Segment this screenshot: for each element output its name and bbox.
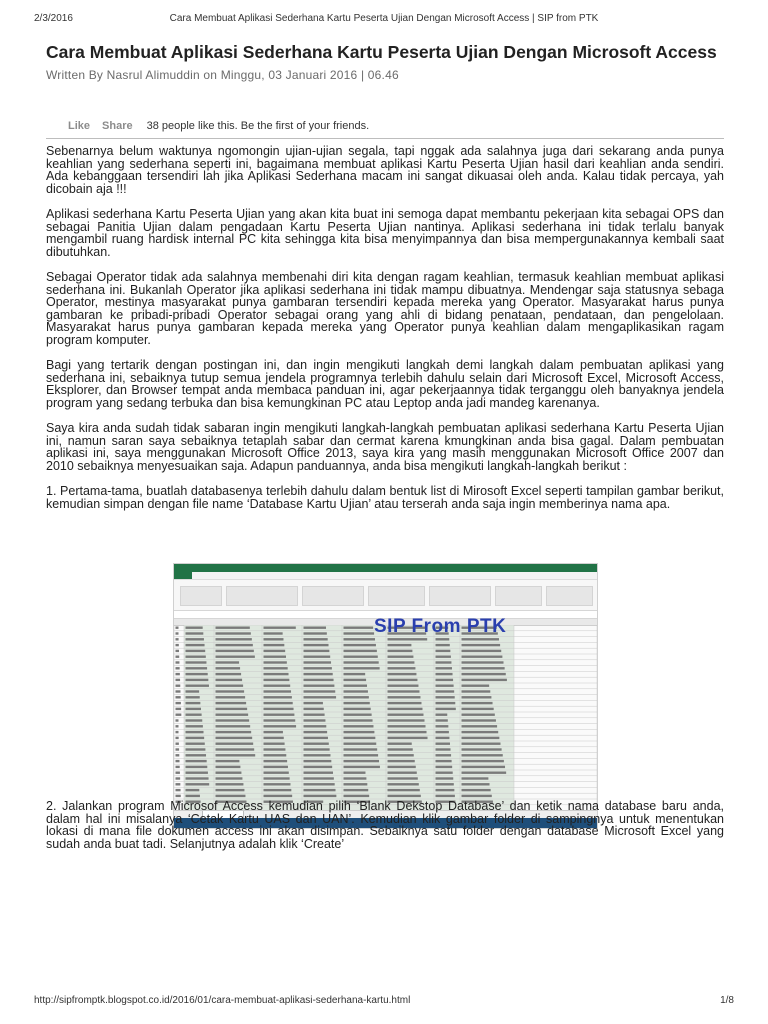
like-button[interactable]: Like (68, 120, 91, 132)
paragraph: 1. Pertama-tama, buatlah databasenya terlebih dahulu dalam bentuk list di Mirosoft Excel seperti tampilan gambar berikut, kemudian simpan dengan file name ‘Database Kartu Ujian’ atau terserah anda saja ingin memberinya nama apa. (46, 484, 724, 511)
excel-ribbon-tabs (174, 572, 597, 580)
paragraph: Saya kira anda sudah tidak sabaran ingin mengikuti langkah-langkah pembuatan aplikasi sederhana Kartu Peserta Ujian ini, namun saran saya sebaiknya tetaplah sabar dan cermat karena kmungkinan anda bisa gagal. Dalam pembuatan aplikasi ini, saya menggunakan Microsoft Office 2013, saya kira yang masih menggunakan Microsoft Office 2007 dan 2010 sebaiknya menyesuaikan saja. Adapun panduannya, anda bisa mengikuti langkah-langkah berikut : (46, 421, 724, 473)
excel-titlebar (174, 564, 597, 572)
like-count-text: 38 people like this. Be the first of your friends. (146, 120, 370, 132)
share-button[interactable]: Share (102, 120, 133, 132)
page-number: 1/8 (720, 995, 734, 1006)
paragraph: Sebenarnya belum waktunya ngomongin ujian-ujian segala, tapi nggak ada salahnya juga dari sekarang anda punya keahlian yang sederhana seperti ini, bagaimana membuat aplikasi Kartu Peserta Ujian hasil dari keahlian anda sendiri. Ada kebanggaan tersendiri lah jika Aplikasi Sederhana macam ini sangat dikuasai oleh anda. Kalau tidak percaya, yah dicobain aja !!! (46, 144, 724, 196)
article-byline: Written By Nasrul Alimuddin on Minggu, 03 Januari 2016 | 06.46 (46, 68, 399, 82)
print-footer (0, 995, 768, 1009)
excel-screenshot-figure (173, 563, 598, 829)
watermark-text: SIP From PTK (374, 616, 507, 637)
divider (46, 138, 724, 139)
paragraph: 2. Jalankan program Microsof Access kemudian pilih ‘Blank Dekstop Database’ dan ketik nama database baru anda, dalam hal ini misalanya ‘Cetak Kartu UAS dan UAN’. Kemudian klik gambar folder di sampingnya untuk menentukan lokasi di mana file dokumen access ini akan disimpan. Sebaiknya satu folder dengan database Microsoft Excel yang sudah anda buat tadi. Selanjutnya adalah klik ‘Create’ (46, 799, 724, 851)
facebook-like-bar (46, 118, 369, 134)
excel-spreadsheet-grid (174, 625, 597, 810)
print-page-title: Cara Membuat Aplikasi Sederhana Kartu Peserta Ujian Dengan Microsoft Access | SIP from PTK (169, 13, 599, 24)
article-title: Cara Membuat Aplikasi Sederhana Kartu Peserta Ujian Dengan Microsoft Access (46, 42, 717, 62)
paragraph: Aplikasi sederhana Kartu Peserta Ujian yang akan kita buat ini semoga dapat membantu pekerjaan kita sebagai OPS dan sebagai Panitia Ujian dalam pengadaan Kartu Peserta Ujian nantinya. Aplikasi sederhana ini tidak terlalu banyak mengambil ruang hardisk internal PC kita sehingga kita bisa menyimpannya dan bisa mempergunakannya kembali saat dibutuhkan. (46, 207, 724, 259)
article-body (46, 145, 724, 523)
paragraph: Sebagai Operator tidak ada salahnya membenahi diri kita dengan ragam keahlian, termasuk keahlian membuat aplikasi sederhana ini. Bukanlah Operator jika aplikasi sederhana ini tidak mampu dibuatnya. Mendengar saja statusnya sebaga Operator, mestinya masyarakat punya gambaran tersendiri kepada mereka yang Operator. Masyarakat harus punya gambaran ke pribadi-pribadi Operator sebagai orang yang ahli di bidang penataan, pendataan, dan pengelolaan. Masyarakat harus punya gambaran kepada mereka yang Operator punya keahlian dalam mengaplikasikan ragam program komputer. (46, 270, 724, 347)
print-url: http://sipfromptk.blogspot.co.id/2016/01/cara-membuat-aplikasi-sederhana-kartu.html (34, 995, 411, 1006)
print-header (0, 13, 768, 27)
print-date: 2/3/2016 (34, 13, 73, 24)
excel-ribbon (174, 580, 597, 611)
paragraph: Bagi yang tertarik dengan postingan ini, dan ingin mengikuti langkah demi langkah dalam pembuatan aplikasi yang sederhana ini, sebaiknya tutup semua jendela programnya terlebih dahulu selain dari Microsoft Excel, Microsoft Access, Eksplorer, dan Browser tempat anda membaca panduan ini, agar pekerjaannya tidak terganggu oleh banyaknya jendela program yang sedang terbuka dan bisa kemungkinan PC atau Leptop anda jadi mandeg karenanya. (46, 358, 724, 410)
article-body-continued (46, 800, 724, 850)
article (46, 42, 724, 851)
spreadsheet-grid-svg (174, 625, 597, 810)
